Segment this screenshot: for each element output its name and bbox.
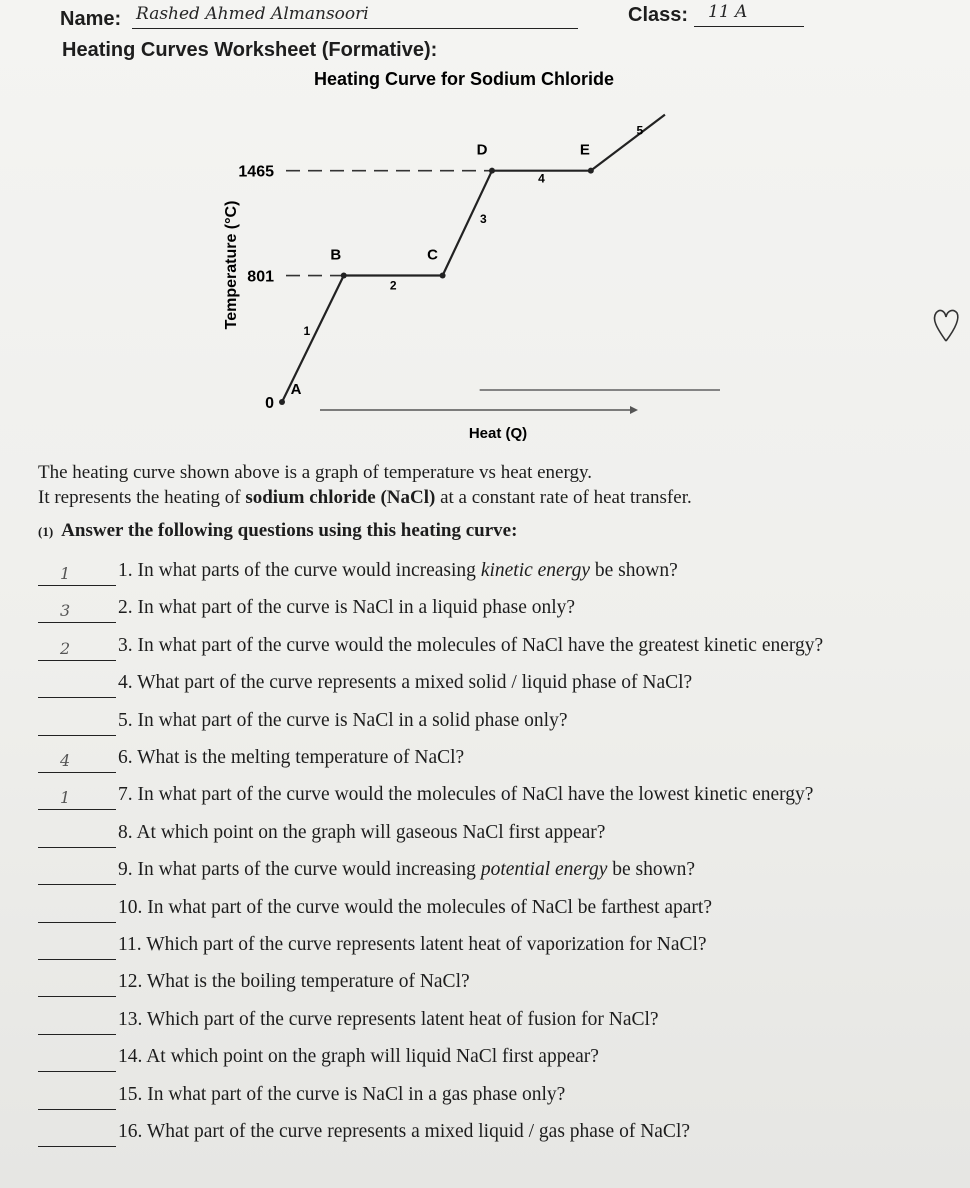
answer-blank[interactable]	[38, 933, 116, 960]
question-text	[118, 1046, 599, 1068]
answer-blank[interactable]	[38, 1083, 116, 1110]
question-row	[38, 710, 938, 742]
question-text-a: In what parts of the curve would increasing	[137, 560, 481, 581]
question-text	[118, 822, 605, 844]
heat-arrow-head	[630, 406, 638, 414]
name-value: Rashed Ahmed Almansoori	[136, 4, 369, 24]
segment-label-5: 5	[636, 123, 644, 138]
question-text	[118, 934, 707, 956]
question-number: 1.	[118, 560, 133, 581]
question-text	[118, 784, 813, 806]
question-text	[118, 560, 678, 582]
question-body: What is the melting temperature of NaCl?	[137, 747, 465, 768]
question-row	[38, 1046, 938, 1078]
question-row	[38, 859, 938, 891]
question-number: 6.	[118, 747, 133, 768]
question-text	[118, 1009, 659, 1031]
question-number: 2.	[118, 597, 133, 619]
question-body: What is the boiling temperature of NaCl?	[146, 971, 470, 993]
question-number: 13.	[118, 1008, 143, 1030]
y-tick-label: 1465	[238, 163, 274, 181]
answer-value: 1	[60, 788, 71, 808]
question-body: Which part of the curve represents latent heat of vaporization for NaCl?	[146, 934, 707, 955]
question-body: In what part of the curve would the molecules of NaCl have the lowest kinetic energy?	[137, 784, 814, 806]
heart-doodle-icon	[930, 305, 962, 347]
question-emphasis: kinetic energy	[480, 560, 590, 581]
answer-value: 1	[60, 564, 71, 583]
question-text-b: be shown?	[607, 859, 696, 881]
question-row	[38, 784, 938, 816]
question-text	[118, 635, 823, 657]
intro-line-2-b: sodium chloride (NaCl)	[245, 487, 436, 508]
answer-blank[interactable]	[38, 1045, 116, 1072]
answer-blank[interactable]	[38, 596, 116, 623]
data-point-B	[341, 273, 347, 279]
answer-blank[interactable]	[38, 970, 116, 997]
question-row	[38, 1009, 938, 1041]
y-tick-label: 801	[247, 268, 274, 286]
class-field[interactable]	[694, 4, 804, 27]
answer-blank[interactable]	[38, 709, 116, 736]
question-number: 5.	[118, 709, 133, 731]
question-row	[38, 672, 938, 704]
question-body: Which part of the curve represents latent heat of fusion for NaCl?	[146, 1008, 659, 1030]
question-emphasis: potential energy	[480, 859, 608, 881]
intro-line-2-a: It represents the heating of	[38, 487, 246, 508]
question-text-a: In what parts of the curve would increasing	[137, 859, 481, 881]
question-number: 11.	[118, 934, 142, 955]
class-label: Class:	[628, 4, 689, 26]
question-row	[38, 560, 938, 592]
question-number: 14.	[118, 1046, 143, 1068]
name-label: Name:	[60, 8, 122, 30]
question-number: 7.	[118, 784, 133, 806]
question-number: 4.	[118, 672, 133, 694]
intro-line-2-c: at a constant rate of heat transfer.	[435, 487, 692, 508]
question-number: 8.	[118, 821, 133, 843]
data-point-D	[489, 168, 495, 174]
chart-title: Heating Curve for Sodium Chloride	[313, 69, 615, 89]
intro-line-2	[38, 487, 692, 509]
point-label-E: E	[579, 141, 590, 159]
point-label-C: C	[427, 246, 439, 264]
y-tick-label: 0	[265, 395, 274, 412]
segment-label-3: 3	[479, 212, 487, 227]
question-row	[38, 747, 938, 779]
point-label-D: D	[476, 141, 488, 159]
question-number: 16.	[118, 1121, 143, 1142]
question-row	[38, 897, 938, 929]
data-point-A	[279, 399, 285, 405]
question-text	[118, 597, 575, 619]
instructions-text: Answer the following questions using this heating curve:	[61, 520, 518, 541]
answer-value: 2	[60, 638, 71, 658]
instructions-number: (1)	[38, 524, 54, 539]
y-axis-label: Temperature (°C)	[223, 200, 240, 330]
answer-blank[interactable]	[38, 821, 116, 848]
worksheet-title: Heating Curves Worksheet (Formative):	[62, 39, 438, 61]
data-point-C	[440, 273, 446, 279]
segment-label-1: 1	[303, 323, 311, 338]
answer-blank[interactable]	[38, 671, 116, 698]
question-body: At which point on the graph will liquid NaCl first appear?	[146, 1046, 599, 1068]
question-row	[38, 635, 938, 667]
question-text	[118, 1121, 690, 1143]
point-label-B: B	[330, 246, 342, 264]
question-number: 10.	[118, 896, 143, 918]
question-text	[118, 897, 712, 919]
answer-blank[interactable]	[38, 1008, 116, 1035]
answer-blank[interactable]	[38, 858, 116, 885]
answer-blank[interactable]	[38, 783, 116, 810]
question-body: What part of the curve represents a mixed solid / liquid phase of NaCl?	[137, 672, 693, 694]
question-text	[118, 710, 567, 732]
question-number: 9.	[118, 859, 133, 881]
class-value: 11 A	[708, 2, 748, 22]
question-body: What part of the curve represents a mixed liquid / gas phase of NaCl?	[146, 1121, 691, 1142]
answer-blank[interactable]	[38, 1120, 116, 1147]
x-axis-label: Heat (Q)	[468, 425, 528, 442]
answer-blank[interactable]	[38, 746, 116, 773]
question-number: 15.	[118, 1083, 143, 1105]
question-row	[38, 597, 938, 629]
question-text	[118, 1084, 565, 1106]
question-body: In what part of the curve would the molecules of NaCl be farthest apart?	[147, 896, 712, 918]
question-row	[38, 1121, 938, 1153]
answer-blank[interactable]	[38, 634, 116, 661]
question-body: In what part of the curve is NaCl in a liquid phase only?	[137, 597, 576, 619]
point-label-A: A	[290, 381, 302, 398]
curve-segment-5	[591, 115, 665, 171]
question-text	[118, 747, 464, 769]
instructions	[38, 520, 517, 542]
question-text	[118, 859, 695, 881]
name-field[interactable]	[132, 6, 578, 29]
intro-line-1: The heating curve shown above is a graph of temperature vs heat energy.	[38, 462, 592, 483]
question-body: In what part of the curve is NaCl in a gas phase only?	[147, 1083, 566, 1105]
question-body: In what part of the curve is NaCl in a solid phase only?	[137, 709, 568, 731]
question-row	[38, 1084, 938, 1116]
answer-blank[interactable]	[38, 896, 116, 923]
data-point-E	[588, 168, 594, 174]
question-row	[38, 822, 938, 854]
segment-label-4: 4	[538, 171, 545, 186]
question-body: In what part of the curve would the molecules of NaCl have the greatest kinetic energy?	[137, 634, 824, 656]
answer-value: 4	[60, 751, 71, 770]
question-text	[118, 971, 470, 993]
heating-curve-chart	[190, 60, 730, 450]
question-row	[38, 934, 938, 966]
question-row	[38, 971, 938, 1003]
segment-label-2: 2	[389, 278, 397, 293]
question-body: At which point on the graph will gaseous NaCl first appear?	[136, 821, 606, 843]
question-text-b: be shown?	[590, 560, 678, 581]
question-number: 3.	[118, 634, 133, 656]
question-number: 12.	[118, 971, 143, 993]
answer-value: 3	[60, 601, 71, 621]
answer-blank[interactable]	[38, 559, 116, 586]
question-text	[118, 672, 692, 694]
